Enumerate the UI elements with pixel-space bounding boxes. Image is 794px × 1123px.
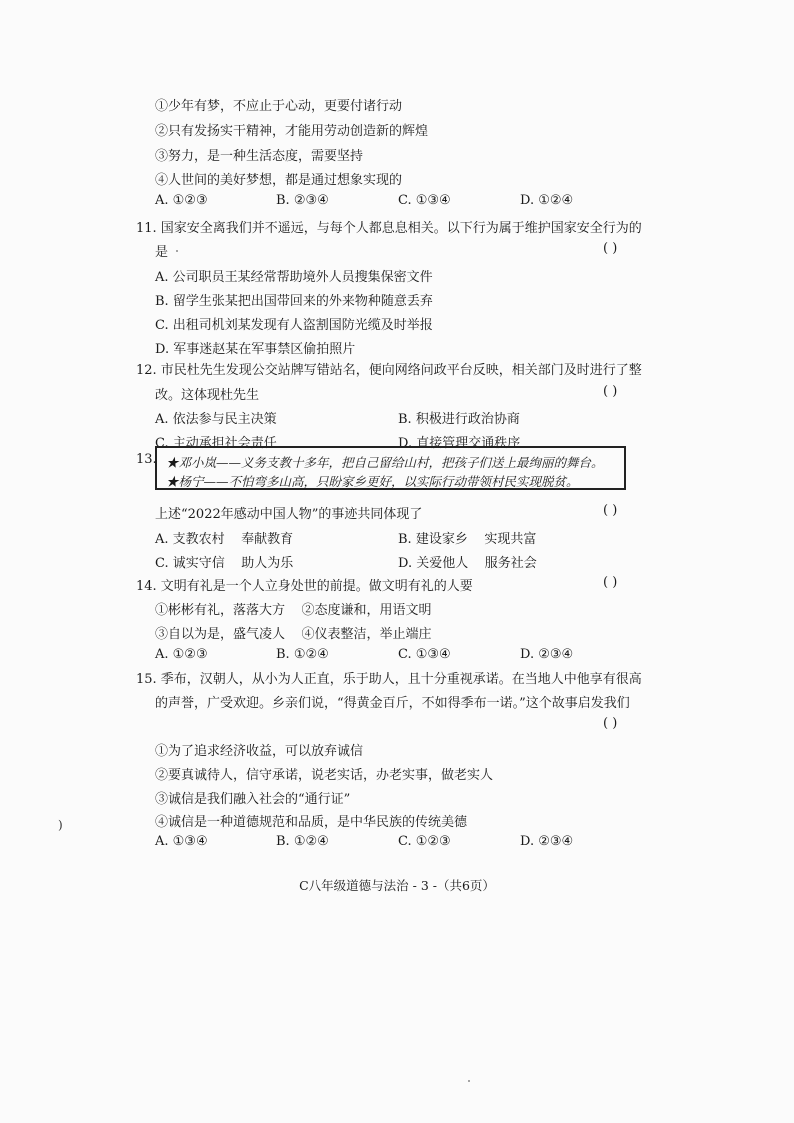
q12-option-b[interactable]: B. 积极进行政治协商 xyxy=(398,412,520,427)
q13-option-c[interactable]: C. 诚实守信 助人为乐 xyxy=(155,556,294,571)
q12-stem-line1: 12. 市民杜先生发现公交站牌写错站名，便向网络问政平台反映，相关部门及时进行了整 xyxy=(136,363,642,378)
q14-stem: 14. 文明有礼是一个人立身处世的前提。做文明有礼的人要 xyxy=(136,579,473,594)
q13-option-d[interactable]: D. 关爱他人 服务社会 xyxy=(398,556,537,571)
q10-option-a[interactable]: A. ①②③ xyxy=(155,193,208,208)
q14-option-b[interactable]: B. ①②④ xyxy=(276,647,329,662)
q15-statement-1: ①为了追求经济收益，可以放弃诚信 xyxy=(155,744,364,759)
q12-answer-blank[interactable]: ( ) xyxy=(603,384,618,399)
q15-stem-line2: 的声誉，广受欢迎。乡亲们说，“得黄金百斤，不如得季布一诺。”这个故事启发我们 xyxy=(155,696,630,711)
q14-option-a[interactable]: A. ①②③ xyxy=(155,647,208,662)
q10-statement-3: ③努力，是一种生活态度，需要坚持 xyxy=(155,149,364,164)
q12-option-c[interactable]: C. 主动承担社会责任 xyxy=(155,436,277,451)
q14-statements-line2: ③自以为是，盛气凌人 ④仪表整洁，举止端庄 xyxy=(155,627,432,642)
q13-number: 13. xyxy=(136,452,157,467)
q15-statement-2: ②要真诚待人，信守承诺，说老实话，办老实事，做老实人 xyxy=(155,768,494,783)
scan-speck xyxy=(468,1080,470,1082)
q15-option-b[interactable]: B. ①②④ xyxy=(276,834,329,849)
q11-stem-line1: 11. 国家安全离我们并不遥远，与每个人都息息相关。以下行为属于维护国家安全行为的 xyxy=(136,221,642,236)
q11-option-b[interactable]: B. 留学生张某把出国带回来的外来物种随意丢弃 xyxy=(155,294,433,309)
q15-option-c[interactable]: C. ①②③ xyxy=(398,834,451,849)
q10-statement-2: ②只有发扬实干精神，才能用劳动创造新的辉煌 xyxy=(155,124,429,139)
q10-statement-4: ④人世间的美好梦想，都是通过想象实现的 xyxy=(155,173,403,188)
q13-box-line2: ★杨宁——不怕弯多山高，只盼家乡更好，以实际行动带领村民实现脱贫。 xyxy=(166,474,579,489)
q15-option-d[interactable]: D. ②③④ xyxy=(520,834,574,849)
q13-box-line1: ★邓小岚——义务支教十多年，把自己留给山村，把孩子们送上最绚丽的舞台。 xyxy=(166,455,604,470)
q13-option-b[interactable]: B. 建设家乡 实现共富 xyxy=(398,532,537,547)
q10-option-c[interactable]: C. ①③④ xyxy=(398,193,451,208)
q11-stem-line2: 是 xyxy=(155,245,169,260)
q14-option-d[interactable]: D. ②③④ xyxy=(520,647,574,662)
q13-answer-blank[interactable]: ( ) xyxy=(603,503,618,518)
q15-statement-3: ③诚信是我们融入社会的“通行证” xyxy=(155,792,351,807)
q10-option-d[interactable]: D. ①②④ xyxy=(520,193,574,208)
q12-stem-line2: 改。这体现杜先生 xyxy=(155,388,260,403)
q12-option-d[interactable]: D. 直接管理交通秩序 xyxy=(398,436,521,451)
q11-option-a[interactable]: A. 公司职员王某经常帮助境外人员搜集保密文件 xyxy=(155,270,433,285)
q15-option-a[interactable]: A. ①③④ xyxy=(155,834,208,849)
q15-answer-blank[interactable]: ( ) xyxy=(603,716,618,731)
q14-answer-blank[interactable]: ( ) xyxy=(603,575,618,590)
margin-bracket-mark: ) xyxy=(58,818,63,832)
q10-statement-1: ①少年有梦，不应止于心动，更要付诸行动 xyxy=(155,99,403,114)
q13-stem: 上述“2022年感动中国人物”的事迹共同体现了 xyxy=(155,507,423,522)
q10-option-b[interactable]: B. ②③④ xyxy=(276,193,329,208)
scan-speck xyxy=(176,250,178,252)
q12-option-a[interactable]: A. 依法参与民主决策 xyxy=(155,412,277,427)
page-footer: C八年级道德与法治 - 3 -（共6页） xyxy=(299,878,495,893)
q13-material-box xyxy=(155,446,626,490)
q11-option-c[interactable]: C. 出租司机刘某发现有人盗割国防光缆及时举报 xyxy=(155,318,433,333)
q15-statement-4: ④诚信是一种道德规范和品质，是中华民族的传统美德 xyxy=(155,815,468,830)
q14-option-c[interactable]: C. ①③④ xyxy=(398,647,451,662)
q11-answer-blank[interactable]: ( ) xyxy=(603,241,618,256)
q11-option-d[interactable]: D. 军事迷赵某在军事禁区偷拍照片 xyxy=(155,342,356,357)
q13-option-a[interactable]: A. 支教农村 奉献教育 xyxy=(155,532,294,547)
q15-stem-line1: 15. 季布，汉朝人，从小为人正直，乐于助人，且十分重视承诺。在当地人中他享有很高 xyxy=(136,672,642,687)
q14-statements-line1: ①彬彬有礼，落落大方 ②态度谦和，用语文明 xyxy=(155,603,432,618)
